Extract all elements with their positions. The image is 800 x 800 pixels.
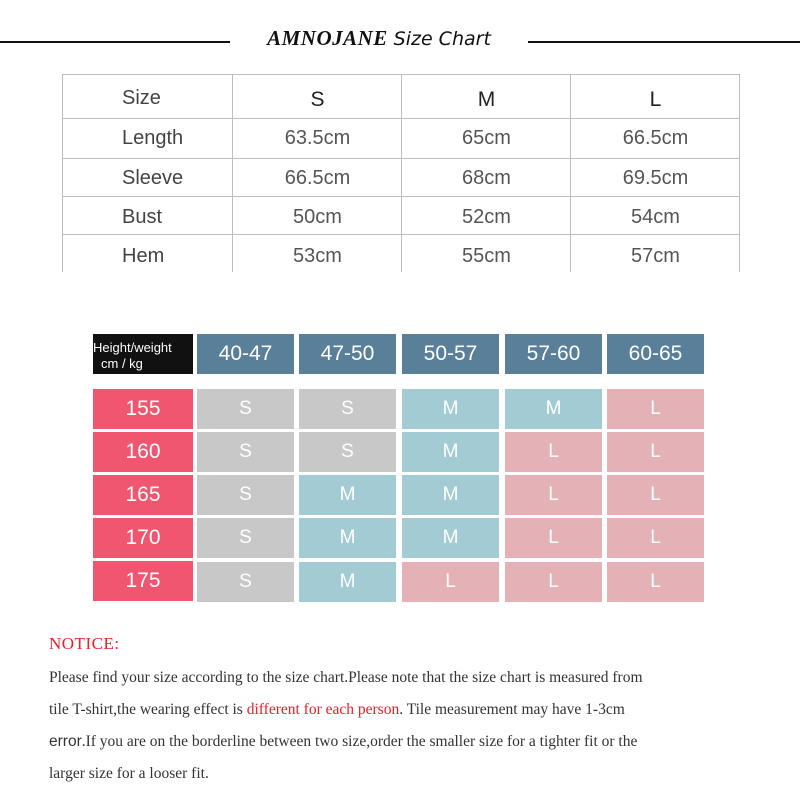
header-rule-right bbox=[528, 41, 800, 43]
table-cell: 55cm bbox=[462, 245, 511, 267]
table-cell: 63.5cm bbox=[284, 127, 351, 149]
height-label: 170 bbox=[93, 518, 193, 558]
size-cell: L bbox=[505, 432, 602, 472]
notice-line bbox=[49, 726, 754, 758]
table-cell: 65cm bbox=[462, 127, 511, 149]
table-cell: 52cm bbox=[462, 206, 511, 228]
row-label-bust: Bust bbox=[122, 206, 163, 228]
size-cell: M bbox=[402, 518, 499, 558]
size-cell: M bbox=[402, 432, 499, 472]
column-header-s: S bbox=[310, 88, 325, 111]
size-cell: L bbox=[505, 562, 602, 602]
size-cell: M bbox=[299, 562, 396, 602]
size-cell: M bbox=[505, 389, 602, 429]
size-cell: L bbox=[607, 389, 704, 429]
brand-name: AMNOJANE bbox=[267, 26, 388, 50]
notice-line: Please find your size according to the size chart.Please note that the size chart is measured from bbox=[49, 669, 643, 686]
size-cell: L bbox=[607, 432, 704, 472]
size-cell: L bbox=[607, 518, 704, 558]
weight-header: 50-57 bbox=[402, 334, 499, 374]
height-weight-corner-label bbox=[93, 334, 193, 374]
weight-header: 57-60 bbox=[505, 334, 602, 374]
size-cell: M bbox=[402, 475, 499, 515]
size-cell: S bbox=[197, 389, 294, 429]
column-header-l: L bbox=[649, 88, 662, 111]
notice-text bbox=[49, 662, 754, 790]
height-label: 165 bbox=[93, 475, 193, 515]
notice-text-segment: tile T-shirt,the wearing effect is bbox=[49, 701, 247, 718]
size-cell: S bbox=[197, 432, 294, 472]
column-header-size: Size bbox=[122, 87, 161, 109]
size-cell: M bbox=[402, 389, 499, 429]
title-suffix: Size Chart bbox=[393, 28, 491, 50]
table-cell: 69.5cm bbox=[622, 167, 689, 189]
notice-text-segment: error bbox=[49, 733, 82, 750]
table-cell: 57cm bbox=[631, 245, 680, 267]
measurement-table bbox=[62, 74, 740, 272]
notice-line: larger size for a looser fit. bbox=[49, 765, 209, 782]
size-cell: M bbox=[299, 475, 396, 515]
size-cell: M bbox=[299, 518, 396, 558]
weight-header: 47-50 bbox=[299, 334, 396, 374]
notice-title: NOTICE: bbox=[49, 634, 120, 653]
notice-text-segment: .If you are on the borderline between two size,order the smaller size for a tighter fit or the bbox=[81, 733, 638, 750]
weight-header: 60-65 bbox=[607, 334, 704, 374]
corner-label-line2: cm / kg bbox=[101, 356, 143, 371]
size-cell: L bbox=[505, 475, 602, 515]
header-rule-left bbox=[0, 41, 230, 43]
size-cell: S bbox=[299, 389, 396, 429]
table-cell: 53cm bbox=[293, 245, 342, 267]
height-label: 160 bbox=[93, 432, 193, 472]
size-cell: S bbox=[197, 518, 294, 558]
size-cell: S bbox=[197, 562, 294, 602]
size-cell: L bbox=[607, 562, 704, 602]
notice-highlight: different for each person bbox=[246, 701, 400, 718]
weight-header: 40-47 bbox=[197, 334, 294, 374]
table-cell: 50cm bbox=[293, 206, 342, 228]
size-cell: L bbox=[505, 518, 602, 558]
corner-label-line1: Height/weight bbox=[93, 340, 172, 355]
table-cell: 66.5cm bbox=[622, 127, 689, 149]
table-cell: 54cm bbox=[631, 206, 680, 228]
notice-line bbox=[49, 694, 754, 726]
height-label: 155 bbox=[93, 389, 193, 429]
row-label-length: Length bbox=[122, 127, 184, 149]
table-cell: 66.5cm bbox=[284, 167, 351, 189]
size-cell: S bbox=[197, 475, 294, 515]
height-label: 175 bbox=[93, 561, 193, 601]
column-header-m: M bbox=[477, 88, 496, 111]
notice-text-segment: . Tile measurement may have 1-3cm bbox=[399, 701, 625, 718]
size-cell: L bbox=[607, 475, 704, 515]
table-cell: 68cm bbox=[462, 167, 511, 189]
row-label-hem: Hem bbox=[122, 245, 165, 267]
size-cell: L bbox=[402, 562, 499, 602]
page-title bbox=[230, 26, 528, 51]
row-label-sleeve: Sleeve bbox=[122, 167, 184, 189]
table-divider bbox=[62, 74, 63, 272]
size-cell: S bbox=[299, 432, 396, 472]
